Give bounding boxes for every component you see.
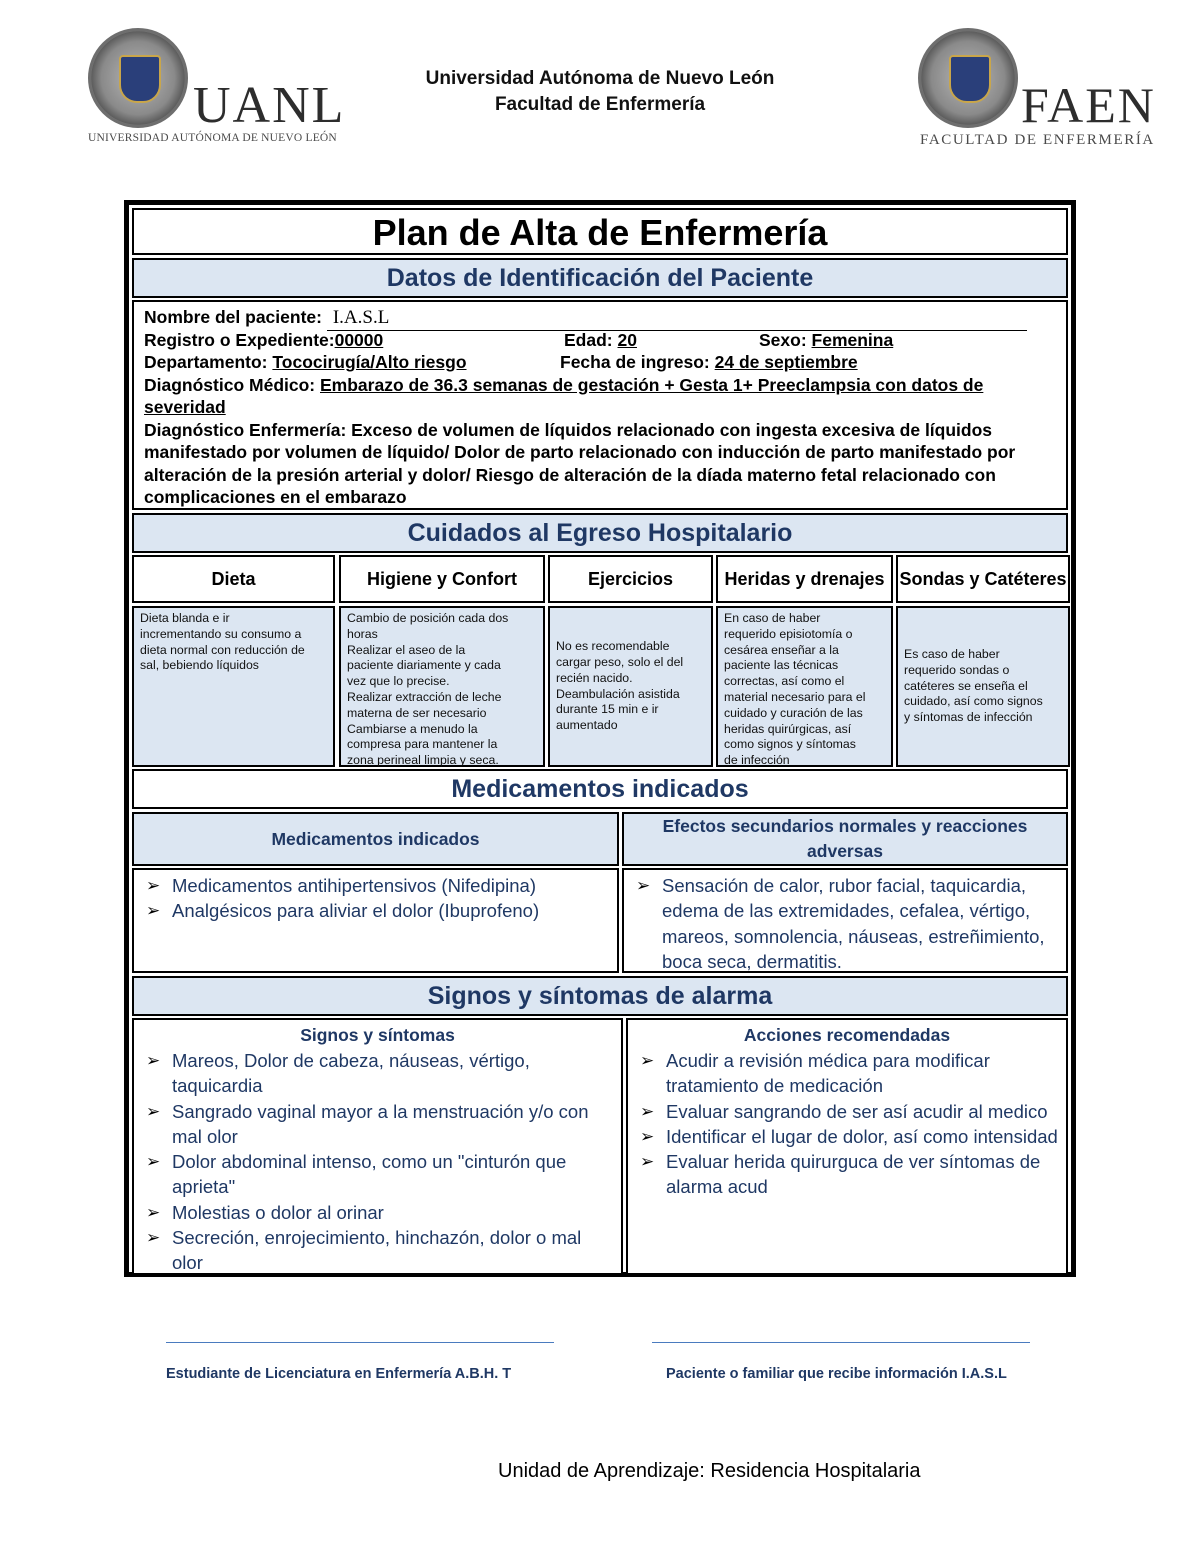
sex-label: Sexo: xyxy=(759,329,807,350)
list-item xyxy=(632,873,1058,974)
care-line: No es recomendable xyxy=(556,639,670,654)
sex-value: Femenina xyxy=(811,329,894,350)
student-signature-label: Estudiante de Licenciatura en Enfermería A.B.H. T xyxy=(166,1366,512,1382)
uanl-logo xyxy=(88,24,350,152)
alarm-actions-header: Acciones recomendadas xyxy=(743,1025,951,1045)
care-line: cuidado y curación de las xyxy=(724,705,863,720)
care-line: materna de ser necesario xyxy=(347,705,487,720)
alarm-sign-item: Dolor abdominal intenso, como un "cinturón que aprieta" xyxy=(172,1151,567,1198)
care-line: incrementando su consumo a xyxy=(140,626,302,641)
medication-item: Analgésicos para aliviar el dolor (Ibuprofeno) xyxy=(172,900,540,922)
care-line: aumentado xyxy=(556,718,618,733)
care-header-exercise: Ejercicios xyxy=(548,555,713,603)
care-line: dieta normal con reducción de xyxy=(140,642,305,657)
care-header-catheters: Sondas y Catéteres xyxy=(896,555,1070,603)
care-line: cuidado, así como signos xyxy=(904,694,1043,709)
alarm-action-item: Acudir a revisión médica para modificar tratamiento de medicación xyxy=(666,1050,990,1097)
side-effects-list xyxy=(622,868,1068,973)
care-line: cesárea enseñar a la xyxy=(724,642,839,657)
care-line: catéteres se enseña el xyxy=(904,678,1028,693)
medication-item: Medicamentos antihipertensivos (Nifedipina) xyxy=(172,875,537,896)
nursing-diagnosis: Diagnóstico Enfermería: Exceso de volumen de líquidos relacionado con ingesta excesiva de líquidos manifestado por volumen de líquido/ Dolor de parto relacionado con inducción de parto manifestado por alteración de la presión arterial y dolor/ Riesgo de alteración de la díada materno fetal relacionado con complicaciones en el embarazo xyxy=(144,419,1016,507)
care-line: heridas quirúrgicas, así xyxy=(724,721,852,736)
bullet-arrow-icon: ➢ xyxy=(640,1126,655,1146)
faculty-name: Facultad de Enfermería xyxy=(494,94,706,115)
bullet-arrow-icon: ➢ xyxy=(146,1152,161,1172)
care-line: paciente las técnicas xyxy=(724,658,839,673)
uanl-logo-word: UANL xyxy=(193,77,346,134)
care-body-diet xyxy=(132,606,335,767)
discharge-care-table xyxy=(132,555,1068,767)
care-line: durante 15 min e ir xyxy=(556,702,659,717)
age-value: 20 xyxy=(617,329,637,350)
alarm-signs-column xyxy=(132,1018,623,1275)
alarm-heading: Signos y síntomas de alarma xyxy=(132,976,1068,1016)
bullet-arrow-icon: ➢ xyxy=(640,1051,655,1070)
care-line: requerido sondas o xyxy=(904,662,1010,677)
list-item xyxy=(142,1099,613,1150)
department-label: Departamento: xyxy=(144,352,268,372)
bullet-arrow-icon: ➢ xyxy=(146,1051,161,1070)
medications-heading: Medicamentos indicados xyxy=(132,769,1068,809)
medications-body-row xyxy=(132,868,1068,973)
care-line: Es caso de haber xyxy=(904,647,1000,661)
patient-identification xyxy=(132,300,1068,510)
alarm-actions-column xyxy=(626,1018,1068,1275)
bullet-arrow-icon: ➢ xyxy=(640,1152,655,1172)
learning-unit-footer: Unidad de Aprendizaje: Residencia Hospitalaria xyxy=(498,1460,921,1482)
record-value: 00000 xyxy=(334,329,384,350)
care-line: material necesario para el xyxy=(724,689,866,704)
alarm-sign-item: Mareos, Dolor de cabeza, náuseas, vértigo, taquicardia xyxy=(172,1050,530,1097)
care-header-wounds: Heridas y drenajes xyxy=(716,555,893,603)
discharge-plan-form xyxy=(124,200,1076,1277)
patient-name-label: Nombre del paciente: xyxy=(144,307,322,327)
patient-name-value: I.A.S.L xyxy=(327,307,1027,331)
identification-heading: Datos de Identificación del Paciente xyxy=(132,258,1068,298)
alarm-body-row xyxy=(132,1018,1068,1275)
list-item xyxy=(636,1124,1058,1149)
medications-list xyxy=(132,868,619,973)
care-line: Deambulación asistida xyxy=(556,686,680,701)
alarm-signs-header: Signos y síntomas xyxy=(300,1025,455,1045)
bullet-arrow-icon: ➢ xyxy=(146,1101,161,1121)
list-item xyxy=(142,1149,613,1200)
uanl-logo-subtitle: UNIVERSIDAD AUTÓNOMA DE NUEVO LEÓN xyxy=(88,132,337,144)
list-item xyxy=(142,1048,613,1099)
care-line: como signos y síntomas xyxy=(724,737,856,752)
care-body-wounds xyxy=(716,606,893,767)
care-body-catheters xyxy=(896,606,1070,767)
list-item xyxy=(636,1149,1058,1200)
care-line: Cambio de posición cada dos xyxy=(347,611,509,625)
alarm-sign-item: Sangrado vaginal mayor a la menstruación y/o con mal olor xyxy=(172,1100,589,1147)
care-line: cargar peso, solo el del xyxy=(556,654,684,669)
list-item xyxy=(142,873,609,898)
list-item xyxy=(142,898,609,923)
bullet-arrow-icon: ➢ xyxy=(640,1101,655,1121)
care-line: compresa para mantener la xyxy=(347,737,498,752)
care-line: Realizar el aseo de la xyxy=(347,642,466,657)
care-line: Dieta blanda e ir xyxy=(140,611,230,625)
alarm-sign-item: Secreción, enrojecimiento, hinchazón, dolor o mal olor xyxy=(172,1227,582,1274)
alarm-action-item: Evaluar sangrando de ser así acudir al medico xyxy=(666,1100,1048,1122)
list-item xyxy=(636,1099,1058,1124)
care-line: recién nacido. xyxy=(556,670,633,685)
patient-signature-label: Paciente o familiar que recibe información I.A.S.L xyxy=(666,1366,1007,1382)
form-title: Plan de Alta de Enfermería xyxy=(132,208,1068,255)
student-signature-line xyxy=(166,1342,554,1343)
care-line: zona perineal limpia y seca. xyxy=(347,753,499,768)
department-line xyxy=(144,351,1056,374)
institution-name: Universidad Autónoma de Nuevo León xyxy=(425,68,775,89)
alarm-action-item: Identificar el lugar de dolor, así como intensidad xyxy=(666,1125,1058,1147)
patient-name-line xyxy=(144,306,1056,329)
admission-label: Fecha de ingreso: xyxy=(560,352,710,372)
medical-diagnosis xyxy=(144,374,1056,419)
medical-dx-label: Diagnóstico Médico: xyxy=(144,374,316,395)
care-line: correctas, así como el xyxy=(724,674,845,689)
faen-logo xyxy=(918,24,1170,152)
uanl-seal-icon xyxy=(88,28,188,128)
bullet-arrow-icon: ➢ xyxy=(146,1202,161,1222)
care-line: de infección xyxy=(724,753,790,768)
care-line: En caso de haber xyxy=(724,611,821,625)
care-line: horas xyxy=(347,626,378,641)
bullet-arrow-icon: ➢ xyxy=(146,901,161,921)
care-header-diet: Dieta xyxy=(132,555,335,603)
care-line: sal, bebiendo líquidos xyxy=(140,658,259,673)
care-line: Realizar extracción de leche xyxy=(347,689,502,704)
discharge-care-heading: Cuidados al Egreso Hospitalario xyxy=(132,513,1068,553)
care-body-exercise xyxy=(548,606,713,767)
care-line: requerido episiotomía o xyxy=(724,626,853,641)
bullet-arrow-icon: ➢ xyxy=(146,876,161,895)
medications-header-row xyxy=(132,812,1068,866)
age-label: Edad: xyxy=(564,329,613,350)
admission-value: 24 de septiembre xyxy=(714,352,858,372)
faen-logo-subtitle: FACULTAD DE ENFERMERÍA xyxy=(920,132,1155,148)
medical-dx-value: Embarazo de 36.3 semanas de gestación + Gesta 1+ Preeclampsia con datos de severidad xyxy=(144,374,984,417)
list-item xyxy=(636,1048,1058,1099)
alarm-sign-item: Molestias o dolor al orinar xyxy=(172,1201,384,1223)
record-line xyxy=(144,329,1056,352)
list-item xyxy=(142,1225,613,1276)
list-item xyxy=(142,1200,613,1225)
care-header-hygiene: Higiene y Confort xyxy=(339,555,545,603)
alarm-action-item: Evaluar herida quirurguca de ver síntomas de alarma acud xyxy=(666,1151,1041,1198)
patient-signature-line xyxy=(652,1342,1030,1343)
care-line: paciente diariamente y cada xyxy=(347,658,501,673)
department-value: Tococirugía/Alto riesgo xyxy=(272,352,467,372)
bullet-arrow-icon: ➢ xyxy=(146,1228,161,1248)
care-line: Cambiarse a menudo la xyxy=(347,721,478,736)
bullet-arrow-icon: ➢ xyxy=(636,876,651,895)
care-line: vez que lo precise. xyxy=(347,674,450,689)
care-line: y síntomas de infección xyxy=(904,710,1033,725)
side-effect-item: Sensación de calor, rubor facial, taquicardia, edema de las extremidades, cefalea, vértigo, mareos, somnolencia, náuseas, estreñimiento, boca seca, dermatitis. xyxy=(662,875,1045,972)
medications-left-header: Medicamentos indicados xyxy=(132,812,619,866)
faen-seal-icon xyxy=(918,28,1018,128)
record-label: Registro o Expediente: xyxy=(144,329,335,350)
care-body-hygiene xyxy=(339,606,545,767)
medications-right-header: Efectos secundarios normales y reacciones adversas xyxy=(622,812,1068,866)
faen-logo-word: FAEN xyxy=(1021,77,1156,133)
